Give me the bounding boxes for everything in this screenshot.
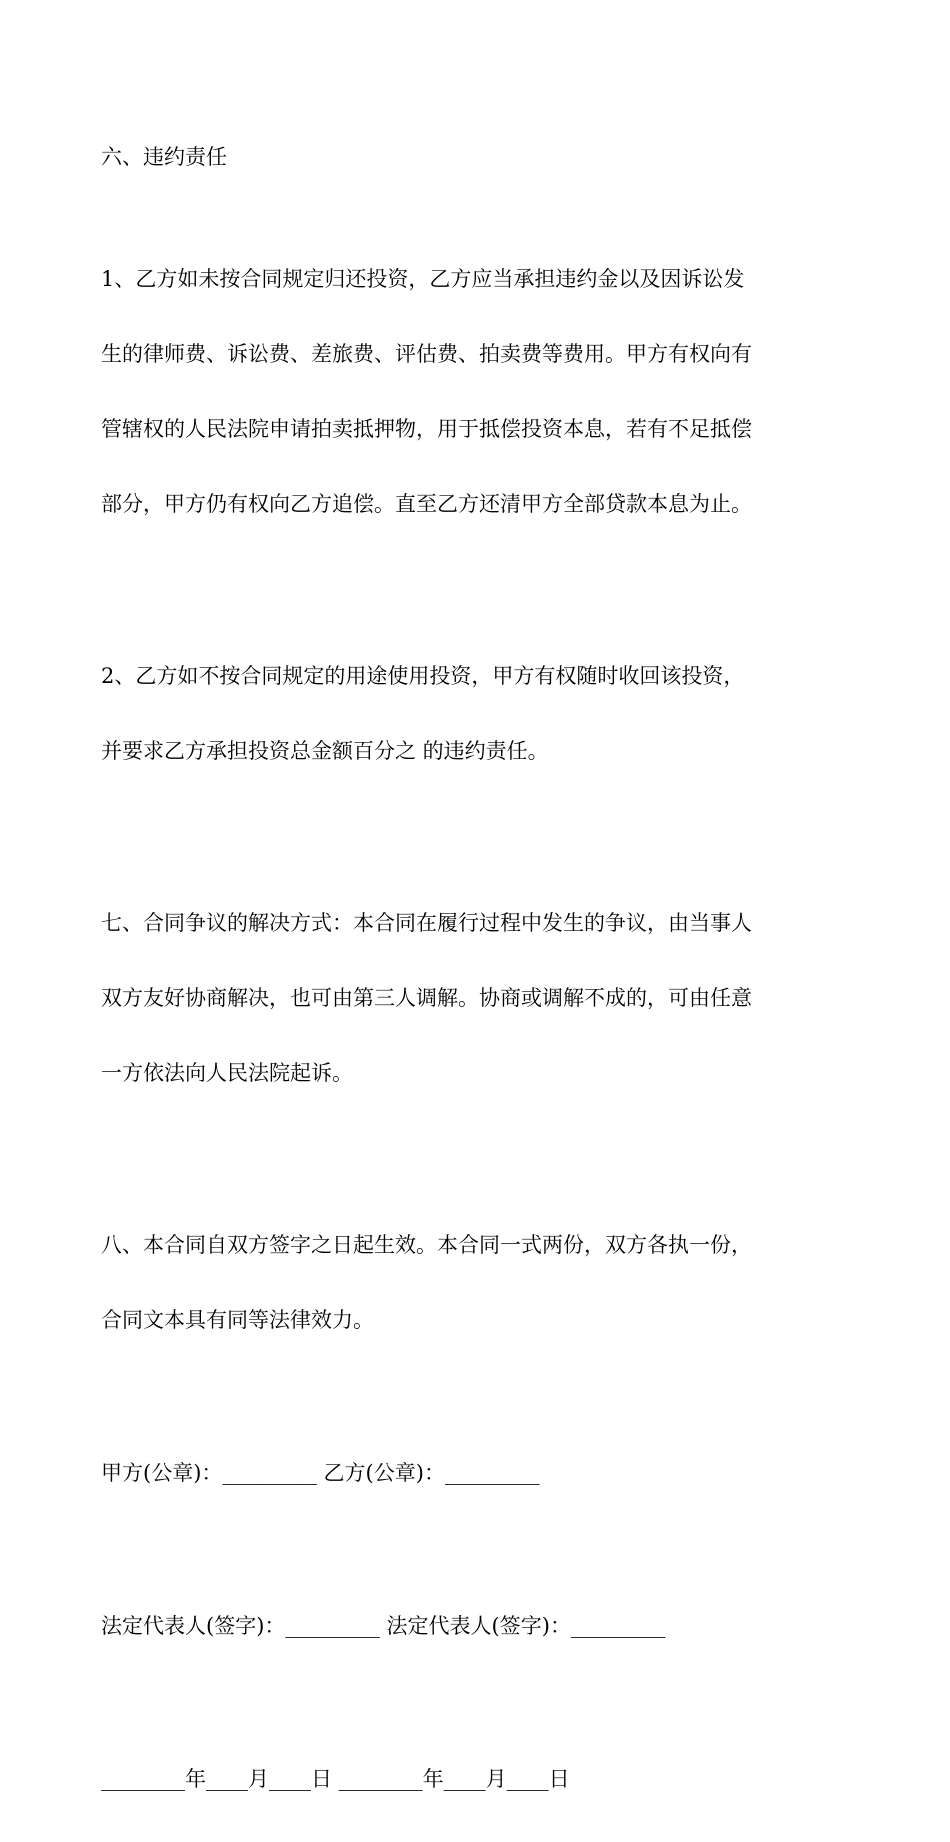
section-8-line: 八、本合同自双方签字之日起生效。本合同一式两份，双方各执一份， [101,1233,752,1257]
clause-1-line: 生的律师费、诉讼费、差旅费、评估费、拍卖费等费用。甲方有权向有 [101,342,752,366]
section-6-heading: 六、违约责任 [101,145,227,169]
section-7-line: 七、合同争议的解决方式：本合同在履行过程中发生的争议，由当事人 [101,911,752,935]
section-8-effectiveness [101,1183,851,1383]
section-8-line: 合同文本具有同等法律效力。 [101,1308,374,1332]
clause-2-line: 2、乙方如不按合同规定的用途使用投资，甲方有权随时收回该投资， [101,664,745,688]
clause-2-line: 并要求乙方承担投资总金额百分之 的违约责任。 [101,739,549,763]
date-line-text: ________年____月____日 ________年____月____日 [101,1767,570,1791]
clause-1-line: 部分，甲方仍有权向乙方追偿。直至乙方还清甲方全部贷款本息为止。 [101,492,752,516]
clause-1-line: 管辖权的人民法院申请拍卖抵押物，用于抵偿投资本息，若有不足抵偿 [101,417,752,441]
section-7-line: 双方友好协商解决，也可由第三人调解。协商或调解不成的，可由任意 [101,986,752,1010]
section-7-dispute-resolution [101,861,851,1136]
signature-date-line [101,1717,851,1842]
clause-1-line: 1、乙方如未按合同规定归还投资，乙方应当承担违约金以及因诉讼发 [101,267,745,291]
seal-line-text: 甲方(公章)：_________ 乙方(公章)：_________ [101,1461,540,1485]
signature-representative-line [101,1564,851,1689]
contract-body [101,145,851,1842]
signature-seal-line [101,1411,851,1536]
clause-1 [101,217,851,567]
section-7-line: 一方依法向人民法院起诉。 [101,1061,353,1085]
clause-2 [101,614,851,814]
representative-line-text: 法定代表人(签字)：_________ 法定代表人(签字)：_________ [101,1614,666,1638]
